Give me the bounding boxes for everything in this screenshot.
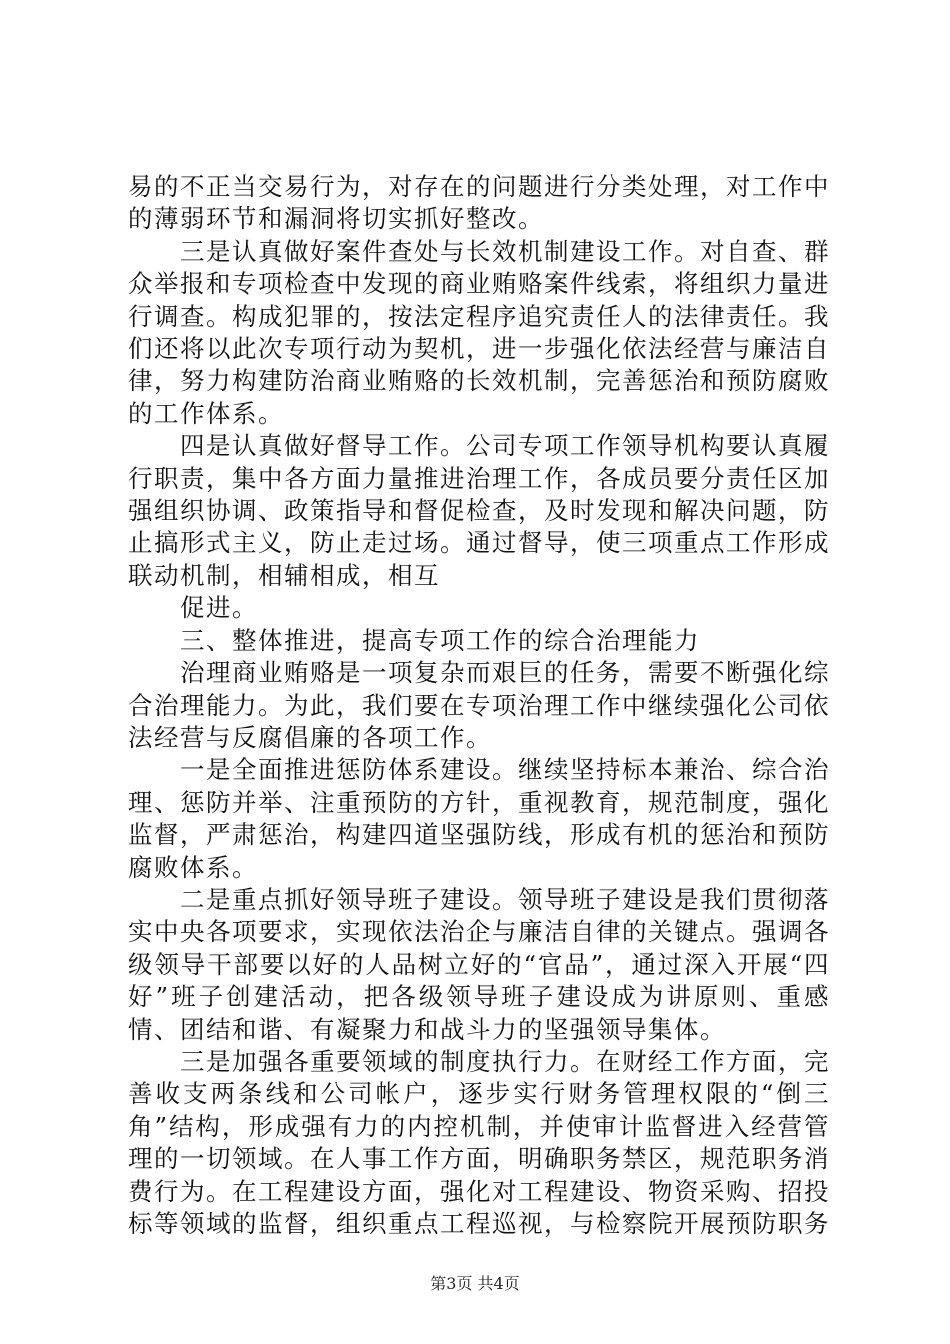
paragraph-8: 三是加强各重要领域的制度执行力。在财经工作方面，完善收支两条线和公司帐户，逐步实行财务管理权限的“倒三角”结构，形成强有力的内控机制，并使审计监督进入经营管理的一切领域。在人事工作方面，明确职务禁区，规范职务消费行为。在工程建设方面，强化对工程建设、物资采购、招投标等领域的监督，组织重点工程巡视，与检察院开展预防职务 bbox=[128, 1046, 830, 1238]
section-heading: 三、整体推进，提高专项工作的综合治理能力 bbox=[128, 625, 700, 655]
paragraph-3: 四是认真做好督导工作。公司专项工作领导机构要认真履行职责，集中各方面力量推进治理工作，各成员要分责任区加强组织协调、政策指导和督促检查，及时发现和解决问题，防止搞形式主义，防止走过场。通过督导，使三项重点工作形成联动机制，相辅相成，相互 bbox=[128, 431, 830, 590]
paragraph-5: 治理商业贿赂是一项复杂而艰巨的任务，需要不断强化综合治理能力。为此，我们要在专项治理工作中继续强化公司依法经营与反腐倡廉的各项工作。 bbox=[128, 658, 830, 752]
paragraph-1: 易的不正当交易行为，对存在的问题进行分类处理，对工作中的薄弱环节和漏洞将切实抓好整改。 bbox=[128, 172, 830, 234]
page-number-footer: 第3页 共4页 bbox=[430, 1274, 520, 1293]
document-body bbox=[128, 171, 830, 1240]
paragraph-2: 三是认真做好案件查处与长效机制建设工作。对自查、群众举报和专项检查中发现的商业贿赂案件线索，将组织力量进行调查。构成犯罪的，按法定程序追究责任人的法律责任。我们还将以此次专项行动为契机，进一步强化依法经营与廉洁自律，努力构建防治商业贿赂的长效机制，完善惩治和预防腐败的工作体系。 bbox=[128, 236, 830, 428]
paragraph-7: 二是重点抓好领导班子建设。领导班子建设是我们贯彻落实中央各项要求，实现依法治企与廉洁自律的关键点。强调各级领导干部要以好的人品树立好的“官品”，通过深入开展“四好”班子创建活动，把各级领导班子建设成为讲原则、重感情、团结和谐、有凝聚力和战斗力的坚强领导集体。 bbox=[128, 884, 830, 1044]
paragraph-6: 一是全面推进惩防体系建设。继续坚持标本兼治、综合治理、惩防并举、注重预防的方针，重视教育，规范制度，强化监督，严肃惩治，构建四道坚强防线，形成有机的惩治和预防腐败体系。 bbox=[128, 755, 830, 882]
paragraph-4: 促进。 bbox=[128, 593, 258, 623]
